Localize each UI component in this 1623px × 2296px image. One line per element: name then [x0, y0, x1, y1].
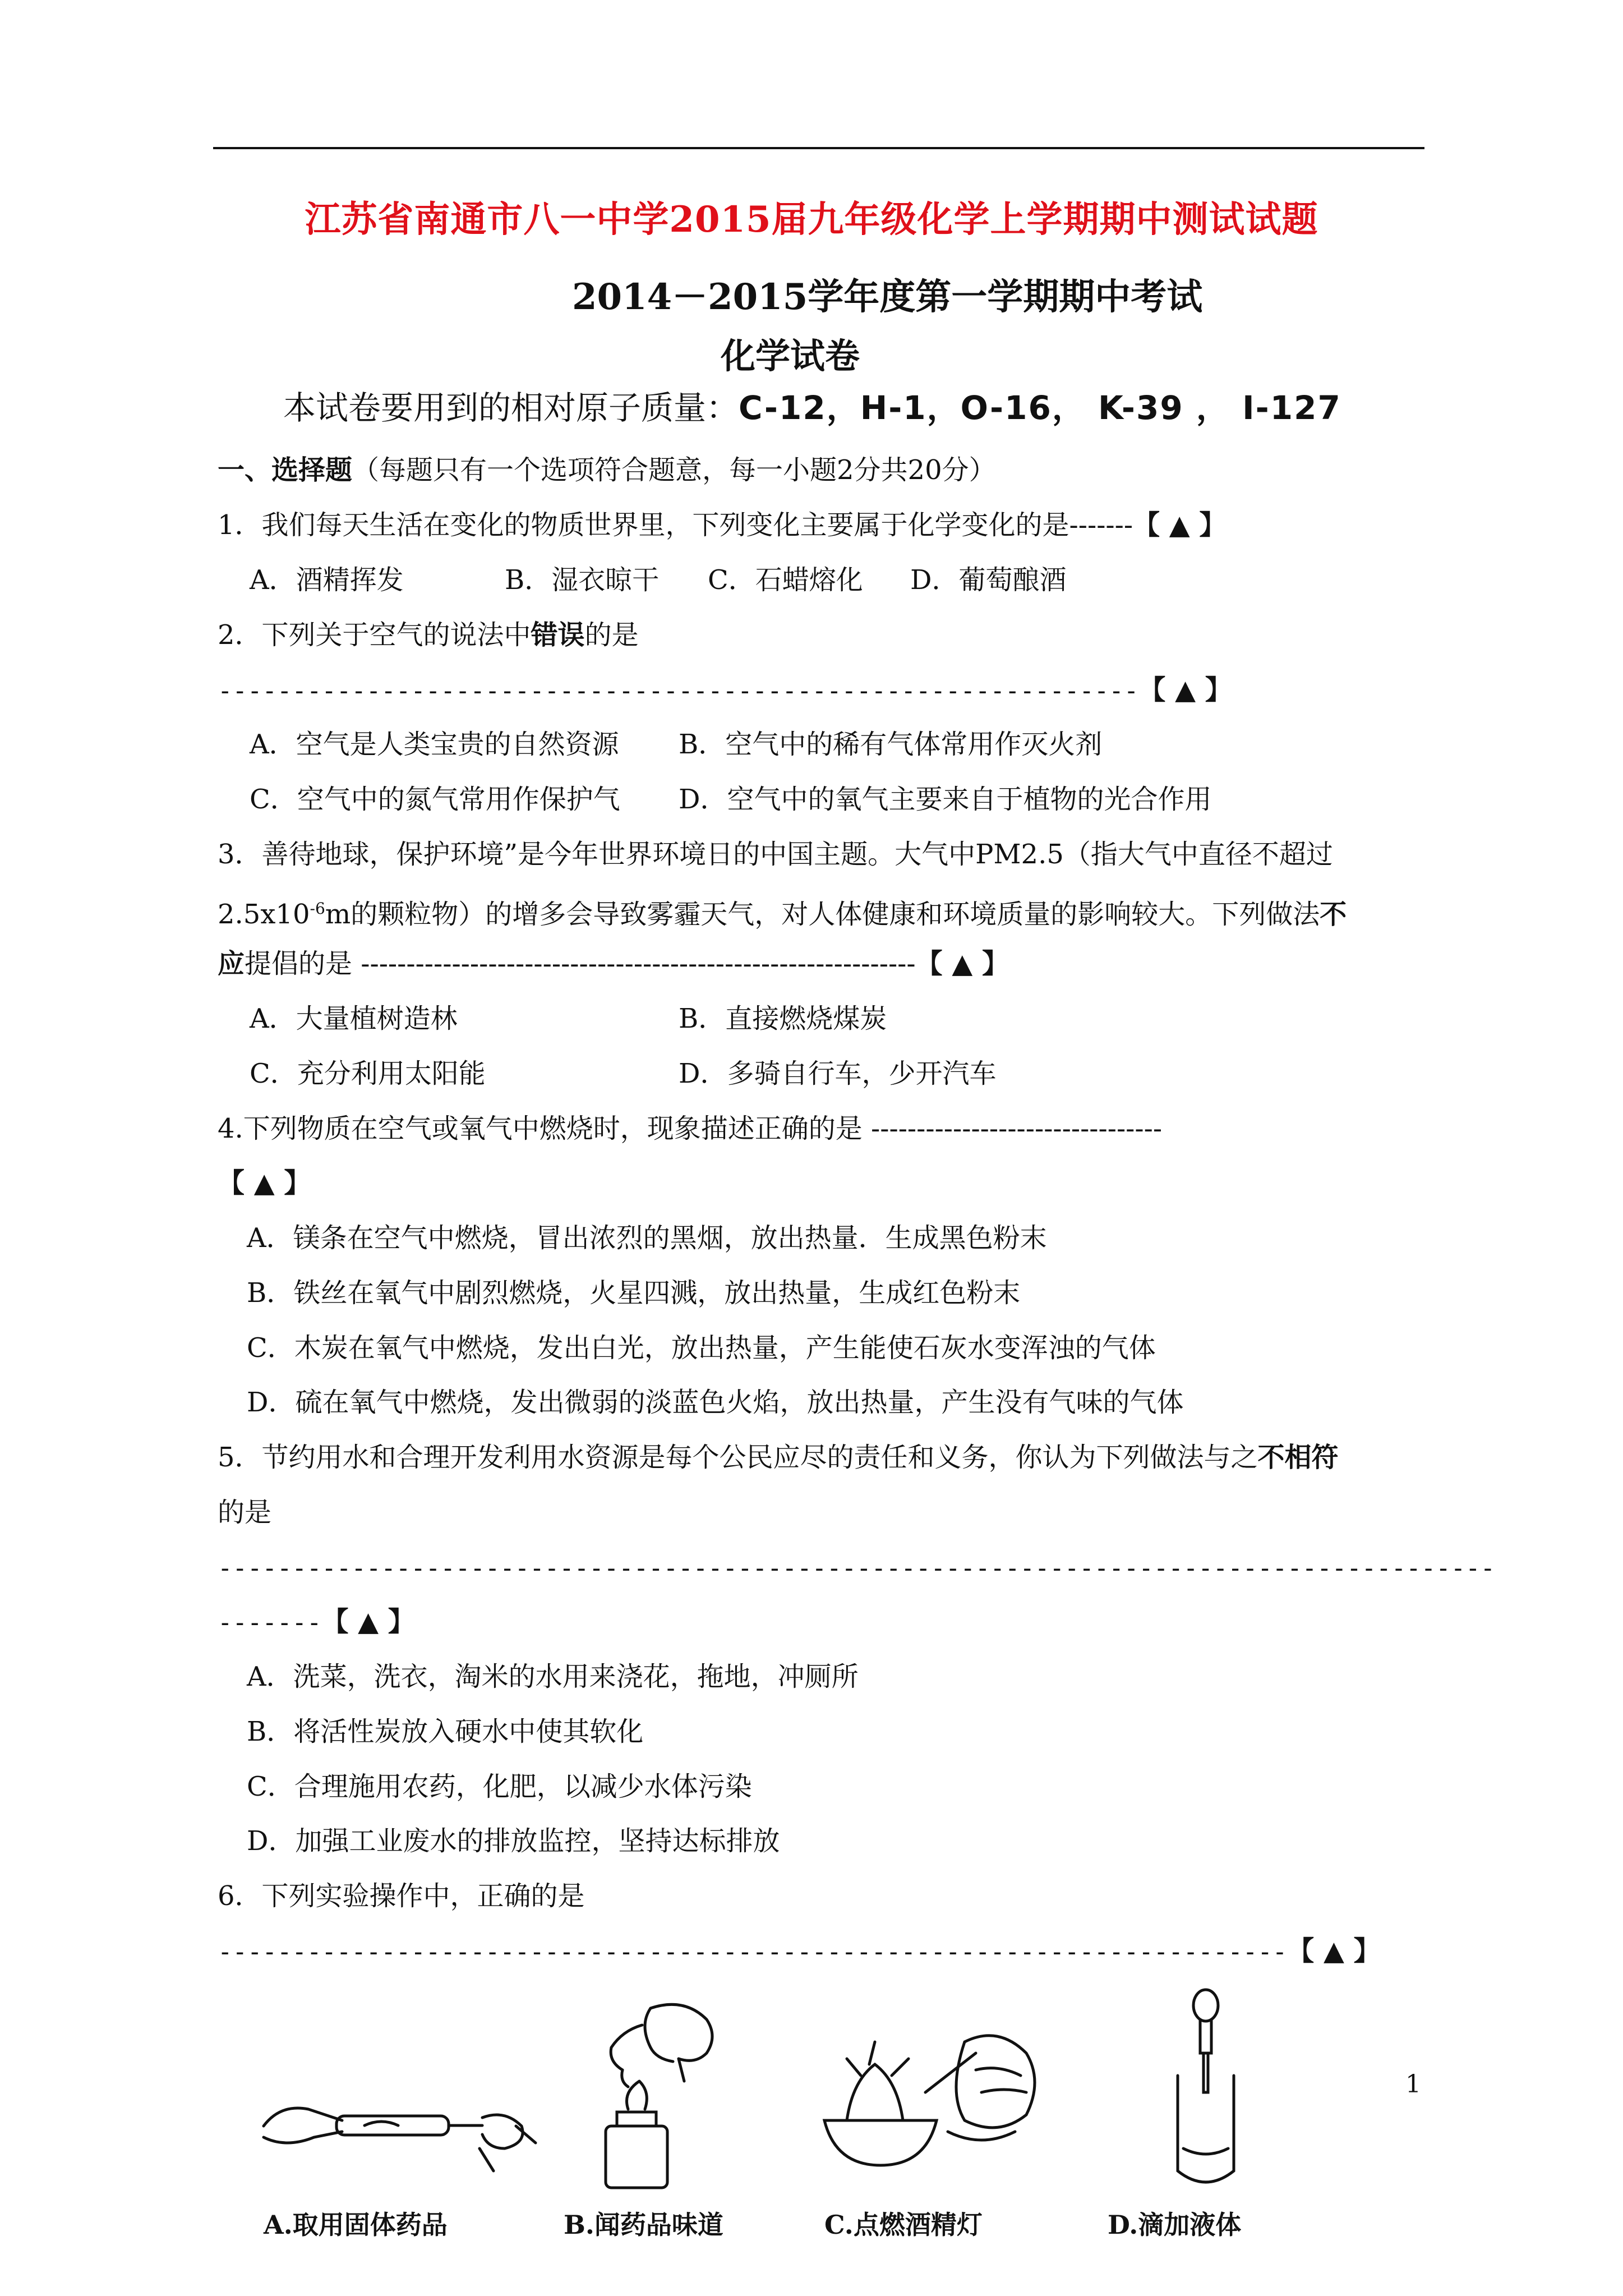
q1-option-d: D．葡萄酿酒: [910, 564, 1067, 596]
q5-option-a: A．洗菜，洗衣，淘米的水用来浇花，拖地，冲厕所: [247, 1661, 859, 1692]
q3-option-a: A．大量植树造林: [250, 1003, 458, 1034]
q3-option-b: B．直接燃烧煤炭: [679, 1003, 887, 1034]
exam-subtitle: 2014－2015学年度第一学期期中考试: [572, 276, 1203, 318]
question-3-line-2: [218, 892, 1347, 931]
answer-bracket: 【 ▲ 】: [1133, 509, 1227, 541]
answer-bracket: 【 ▲ 】: [1287, 1935, 1381, 1967]
q1-option-a: A．酒精挥发: [250, 564, 404, 596]
q5-dashes-line: [218, 1550, 1495, 1585]
figure-c-caption: C.点燃酒精灯: [824, 2210, 983, 2240]
q6-dashes: ------------------------------------------------------------------------: [218, 1938, 1288, 1966]
q5-option-d: D．加强工业废水的排放监控，坚持达标排放: [247, 1825, 780, 1857]
q4-option-d: D．硫在氧气中燃烧，发出微弱的淡蓝色火焰，放出热量，产生没有气味的气体: [247, 1387, 1184, 1418]
question-3-line-1: 3．善待地球，保护环境”是今年世界环境日的中国主题。大气中PM2.5（指大气中直径不超过: [218, 839, 1333, 870]
q5-stem-pre: 5．节约用水和合理开发利用水资源是每个公民应尽的责任和义务，你认为下列做法与之: [218, 1442, 1258, 1473]
question-1-text: 1．我们每天生活在变化的物质世界里，下列变化主要属于化学变化的是-------: [218, 509, 1133, 541]
q2-dashes: --------------------------------------------------------------: [218, 677, 1139, 705]
exam-subject: 化学试卷: [721, 335, 860, 376]
q3-exponent: -6: [310, 899, 325, 918]
section-note: （每题只有一个选项符合题意，每一小题2分共20分）: [352, 454, 996, 486]
q2-stem-pre: 2．下列关于空气的说法中: [218, 619, 531, 651]
q3-line3-post: 提倡的是 -------------------------------------------------------------: [245, 948, 916, 979]
q5-option-b: B．将活性炭放入硬水中使其软化: [247, 1716, 644, 1747]
page-title: 江苏省南通市八一中学2015届九年级化学上学期期中测试试题: [305, 199, 1318, 241]
q4-option-a: A．镁条在空气中燃烧，冒出浓烈的黑烟，放出热量．生成黑色粉末: [247, 1222, 1047, 1254]
q6-dashes-line: [218, 1934, 1381, 1969]
question-2-stem: [218, 618, 639, 652]
q3-option-d: D．多骑自行车，少开汽车: [679, 1058, 997, 1089]
q2-option-b: B．空气中的稀有气体常用作灭火剂: [679, 729, 1103, 760]
figure-a-caption: A.取用固体药品: [264, 2210, 448, 2240]
q3-line3-bold: 应: [218, 948, 245, 979]
figure-b-smell-reagent: [589, 1997, 757, 2193]
q5-stem-bold: 不相符: [1257, 1442, 1339, 1473]
q1-option-c: C．石蜡熔化: [708, 564, 863, 596]
page-number: 1: [1405, 2070, 1421, 2099]
section-heading: [218, 453, 996, 487]
figure-d-drop-liquid: [1144, 1986, 1267, 2193]
q3-option-c: C．充分利用太阳能: [250, 1058, 486, 1089]
q1-option-b: B．湿衣晾干: [505, 564, 660, 596]
question-6-stem: 6．下列实验操作中，正确的是: [218, 1880, 585, 1912]
atomic-mass-label: 本试卷要用到的相对原子质量：: [283, 389, 739, 427]
q2-stem-bold: 错误: [531, 619, 585, 651]
question-5-stem: [218, 1441, 1339, 1474]
q5-dashes-line-2: [218, 1605, 415, 1640]
q3-line2-post: m的颗粒物）的增多会导致雾霾天气，对人体健康和环境质量的影响较大。下列做法: [325, 899, 1320, 930]
answer-bracket: 【 ▲ 】: [218, 1167, 311, 1199]
figure-b-caption: B.闻药品味道: [564, 2210, 723, 2240]
q3-line2-bold: 不: [1320, 899, 1347, 930]
question-3-line-3: [218, 947, 1009, 981]
answer-bracket: 【 ▲ 】: [915, 948, 1009, 979]
q5-option-c: C．合理施用农药，化肥，以减少水体污染: [247, 1771, 752, 1802]
q2-option-c: C．空气中的氮气常用作保护气: [250, 784, 620, 815]
q5-dashes: --------------------------------------------------------------------------------------: [218, 1554, 1496, 1582]
figure-a-solid-reagent: [258, 2064, 538, 2177]
question-5-line-2: 的是: [218, 1497, 272, 1528]
q2-option-a: A．空气是人类宝贵的自然资源: [250, 729, 619, 760]
q4-option-c: C．木炭在氧气中燃烧，发出白光，放出热量，产生能使石灰水变浑浊的气体: [247, 1332, 1156, 1364]
figure-d-caption: D.滴加液体: [1108, 2210, 1242, 2240]
section-title: 一、选择题: [218, 454, 353, 486]
answer-bracket: 【 ▲ 】: [1138, 674, 1232, 706]
atomic-mass-line: [283, 381, 1341, 429]
q4-bracket-line: [218, 1166, 311, 1200]
figure-c-light-lamp: [813, 2019, 1049, 2177]
header-rule: [213, 147, 1424, 149]
q2-stem-post: 的是: [584, 619, 639, 651]
q3-line2-pre: 2.5x10: [218, 899, 310, 930]
q2-dashes-line: [218, 673, 1232, 708]
q4-option-b: B．铁丝在氧气中剧烈燃烧，火星四溅，放出热量，生成红色粉末: [247, 1277, 1021, 1309]
q2-option-d: D．空气中的氧气主要来自于植物的光合作用: [679, 784, 1212, 815]
answer-bracket: 【 ▲ 】: [321, 1606, 415, 1637]
question-4-stem: 4.下列物质在空气或氧气中燃烧时，现象描述正确的是 --------------------------------: [218, 1113, 1163, 1144]
q5-dashes-2: -------: [218, 1608, 322, 1637]
atomic-mass-values: C-12，H-1，O-16， K-39 ， I-127: [739, 389, 1341, 427]
question-1-stem: [218, 508, 1226, 542]
